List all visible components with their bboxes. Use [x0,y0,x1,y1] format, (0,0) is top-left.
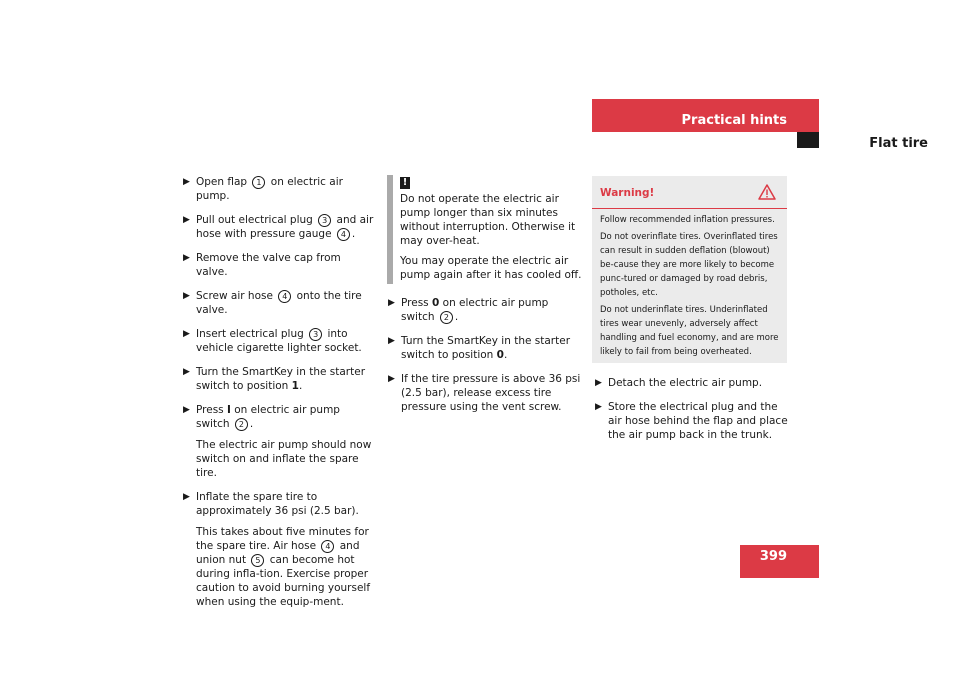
note-text: and union nut [196,540,360,566]
callout-number: 2 [235,418,248,431]
step-text: onto the tire valve. [196,290,362,316]
page-number: 399 [759,549,787,564]
step-press-switch-on [182,403,374,431]
switch-value: 0 [431,297,440,309]
step-text: Screw air hose [196,290,273,302]
step-note [182,525,374,609]
header-marker [797,132,819,148]
step-text: . [298,380,303,392]
notice-text: Do not operate the electric air pump longer than six minutes without interruption. Otherwise it may over-heat. [400,193,576,247]
step-pull-plug [182,213,374,241]
warning-text: Do not overinflate tires. Overinflated tires can result in sudden deflation (blowout) be-cause they are more likely to become punc-tured or damaged by road debris, potholes, etc. [600,232,778,298]
step-release-pressure [387,372,583,414]
callout-number: 1 [252,176,265,189]
arrow-bullet-icon: ▶ [183,215,190,225]
arrow-bullet-icon: ▶ [183,492,190,502]
step-text: Press [196,404,224,416]
step-text: . [249,418,254,430]
step-text: . [503,349,508,361]
callout-number: 4 [278,290,291,303]
step-insert-plug [182,327,374,355]
step-detach-pump [594,376,794,390]
step-turn-key [182,365,374,393]
position-value: 0 [496,349,504,361]
callout-number: 3 [318,214,331,227]
section-subtitle: Flat tire [869,136,928,151]
step-screw-hose [182,289,374,317]
step-text: . [454,311,459,323]
callout-number: 5 [251,554,264,567]
instructions-column-2 [387,296,583,424]
instructions-column-1 [182,175,374,619]
step-open-flap [182,175,374,203]
callout-number: 2 [440,311,453,324]
step-text: If the tire pressure is above 36 psi (2.5 bar), release excess tire pressure using the vent screw. [401,373,581,413]
step-text: on electric air pump switch [196,404,340,430]
step-text: Turn the SmartKey in the starter switch to position [401,335,571,361]
arrow-bullet-icon: ▶ [183,253,190,263]
warning-triangle-icon [758,184,776,200]
step-remove-valve-cap [182,251,374,279]
header-banner [592,99,819,132]
step-text: Remove the valve cap from valve. [196,252,341,278]
step-text: Turn the SmartKey in the starter switch to position [196,366,366,392]
step-text: . [351,228,356,240]
step-inflate [182,490,374,518]
arrow-bullet-icon: ▶ [183,329,190,339]
notice-box [387,175,583,288]
step-text: Press [401,297,429,309]
arrow-bullet-icon: ▶ [388,374,395,384]
arrow-bullet-icon: ▶ [183,291,190,301]
exclamation-icon: ! [400,177,410,189]
warning-box [592,176,787,363]
step-turn-key-off [387,334,583,362]
note-text: This takes about five minutes for the spare tire. Air hose [196,526,369,552]
step-text: Insert electrical plug [196,328,304,340]
arrow-bullet-icon: ▶ [183,367,190,377]
arrow-bullet-icon: ▶ [388,336,395,346]
callout-number: 3 [309,328,322,341]
step-text: Open flap [196,176,248,188]
position-value: 1 [291,380,299,392]
step-text: Store the electrical plug and the air hose behind the flap and place the air pump back in the trunk. [608,401,788,441]
warning-text: Follow recommended inflation pressures. [600,215,775,225]
step-text: on electric air pump switch [401,297,549,323]
step-text: Pull out electrical plug [196,214,313,226]
instructions-column-3 [594,376,794,452]
switch-value: I [226,404,231,416]
callout-number: 4 [321,540,334,553]
step-text: on electric air pump. [196,176,343,202]
step-text: Inflate the spare tire to approximately 36 psi (2.5 bar). [196,491,359,517]
arrow-bullet-icon: ▶ [595,378,602,388]
page-number-badge [740,545,819,578]
step-text: Detach the electric air pump. [608,377,763,389]
arrow-bullet-icon: ▶ [595,402,602,412]
notice-bar [387,175,393,284]
step-text: into vehicle cigarette lighter socket. [196,328,362,354]
warning-header [592,176,787,209]
step-press-switch-off [387,296,583,324]
note-text: can become hot during infla-tion. Exercise proper caution to avoid burning yourself when using the equip-ment. [196,554,371,608]
notice-text: You may operate the electric air pump again after it has cooled off. [400,255,582,281]
step-text: and air hose with pressure gauge [196,214,374,240]
arrow-bullet-icon: ▶ [388,298,395,308]
callout-number: 4 [337,228,350,241]
step-store-pump [594,400,794,442]
warning-title: Warning! [600,187,655,199]
section-title: Practical hints [681,113,787,128]
arrow-bullet-icon: ▶ [183,177,190,187]
step-note: The electric air pump should now switch on and inflate the spare tire. [196,439,372,479]
warning-text: Do not underinflate tires. Underinflated tires wear unevenly, adversely affect handling and fuel economy, and are more likely to fail from being overheated. [600,305,779,357]
arrow-bullet-icon: ▶ [183,405,190,415]
